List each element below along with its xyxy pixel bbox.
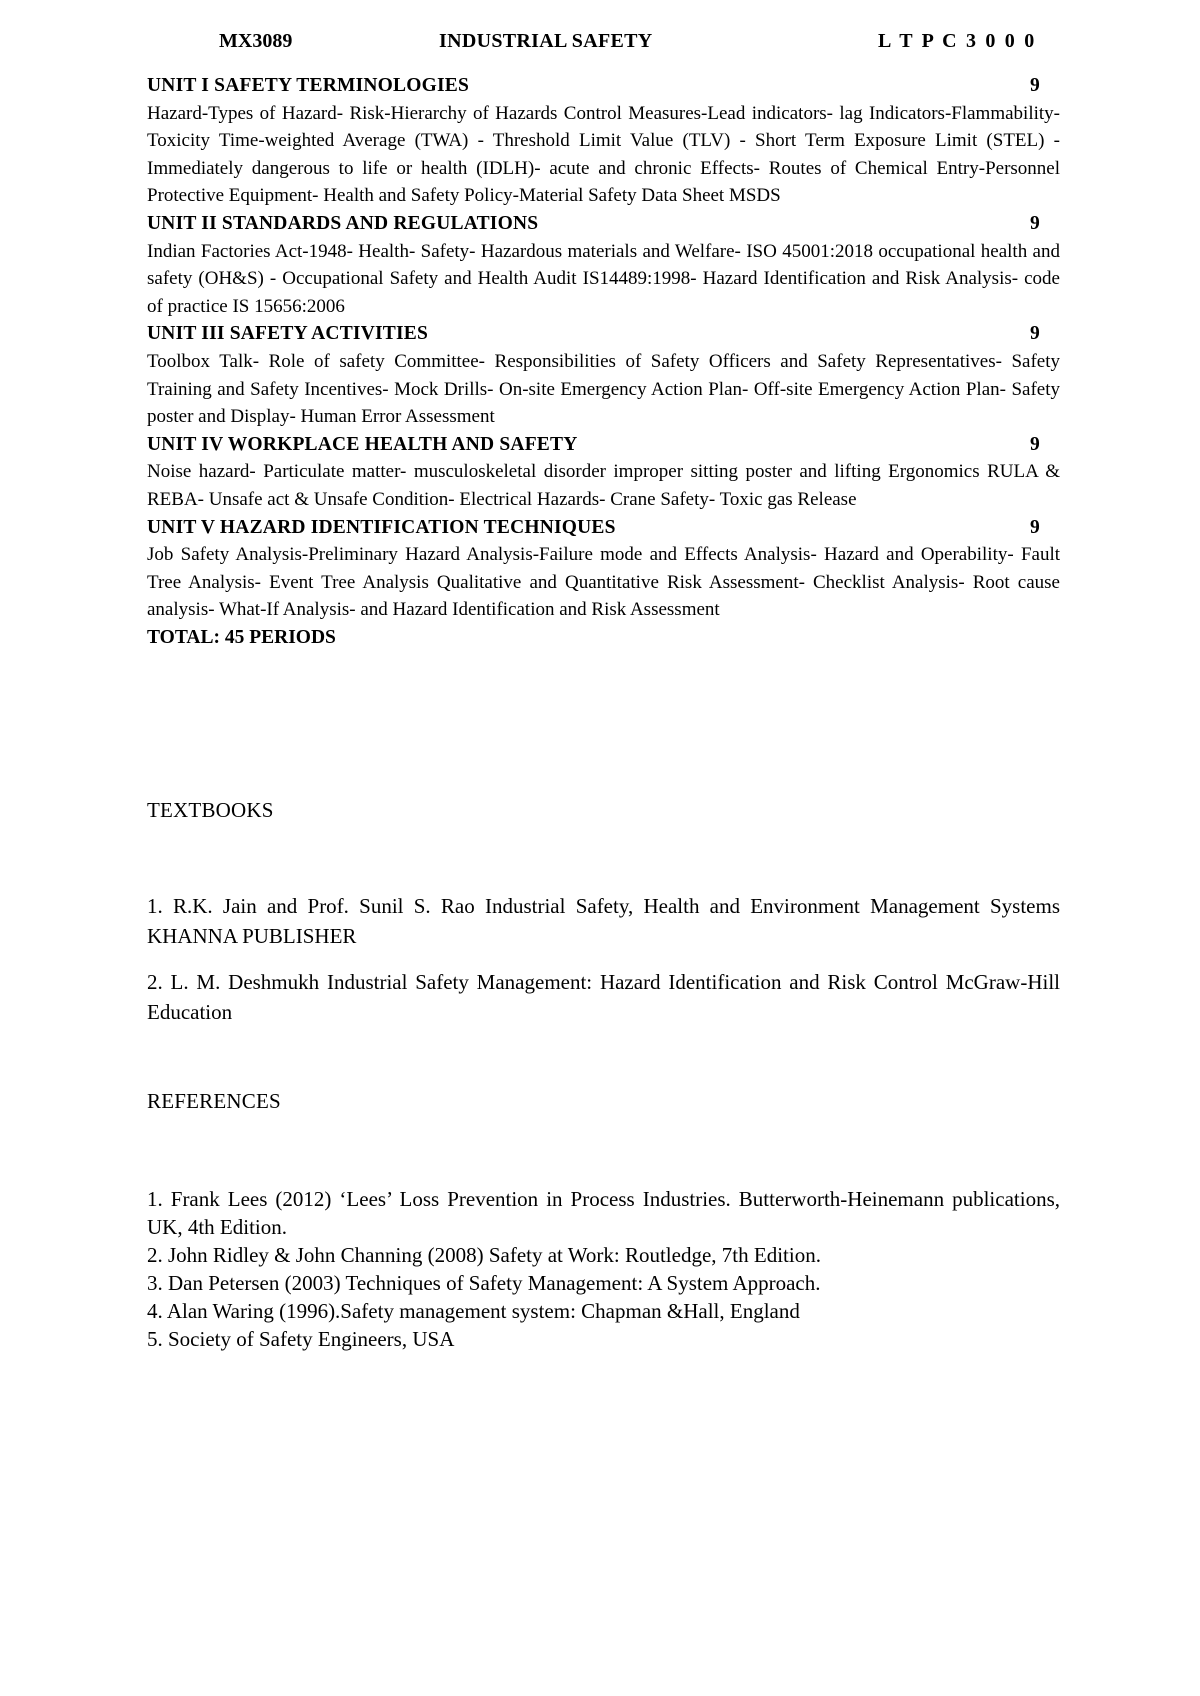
reference-item: 5. Society of Safety Engineers, USA: [147, 1327, 455, 1351]
total-periods: TOTAL: 45 PERIODS: [147, 626, 336, 648]
course-title: INDUSTRIAL SAFETY: [439, 30, 653, 52]
unit-heading-row: [147, 320, 1060, 348]
unit-5: [147, 514, 1060, 624]
unit-heading: UNIT IV WORKPLACE HEALTH AND SAFETY: [147, 433, 578, 455]
reference-item: 1. Frank Lees (2012) ‘Lees’ Loss Prevention in Process Industries. Butterworth-Heinemann publications, UK, 4th Edition.: [147, 1187, 1060, 1239]
unit-content: Noise hazard- Particulate matter- musculoskeletal disorder improper sitting poster and lifting Ergonomics RULA & REBA- Unsafe act & Unsafe Condition- Electrical Hazards- Crane Safety- Toxic gas Release: [147, 461, 1060, 510]
textbook-item: 1. R.K. Jain and Prof. Sunil S. Rao Industrial Safety, Health and Environment Management Systems KHANNA PUBLISHER: [147, 894, 1060, 948]
unit-heading: UNIT V HAZARD IDENTIFICATION TECHNIQUES: [147, 516, 616, 538]
course-header: [0, 30, 1200, 58]
unit-content: Toolbox Talk- Role of safety Committee- Responsibilities of Safety Officers and Safety Representatives- Safety Training and Safety Incentives- Mock Drills- On-site Emergency Action Plan- Off-site Emergency Action Plan- Safety poster and Display- Human Error Assessment: [147, 350, 1060, 428]
unit-hours: 9: [1030, 323, 1040, 345]
reference-item: 4. Alan Waring (1996).Safety management system: Chapman &Hall, England: [147, 1299, 800, 1323]
unit-hours: 9: [1030, 212, 1040, 234]
unit-content: Job Safety Analysis-Preliminary Hazard Analysis-Failure mode and Effects Analysis- Hazard and Operability- Fault Tree Analysis- Event Tree Analysis Qualitative and Quantitative Risk Assessment- Checklist Analysis- Root cause analysis- What-If Analysis- and Hazard Identification and Risk Assessment: [147, 544, 1060, 621]
reference-item: 3. Dan Petersen (2003) Techniques of Safety Management: A System Approach.: [147, 1271, 821, 1295]
unit-hours: 9: [1030, 433, 1040, 455]
unit-content: Hazard-Types of Hazard- Risk-Hierarchy of Hazards Control Measures-Lead indicators- lag Indicators-Flammability- Toxicity Time-weighted Average (TWA) - Threshold Limit Value (TLV) - Short Term Exposure Limit (STEL) - Immediately dangerous to life or health (IDLH)- acute and chronic Effects- Routes of Chemical Entry-Personnel Protective Equipment- Health and Safety Policy-Material Safety Data Sheet MSDS: [147, 102, 1060, 207]
unit-hours: 9: [1030, 75, 1040, 96]
unit-hours: 9: [1030, 516, 1040, 538]
unit-4: [147, 431, 1060, 514]
unit-heading-row: [147, 210, 1060, 238]
unit-content: Indian Factories Act-1948- Health- Safety- Hazardous materials and Welfare- ISO 45001:2018 occupational health and safety (OH&S) - Occupational Safety and Health Audit IS14489:1998- Hazard Identification and Risk Analysis- code of practice IS 15656:2006: [147, 240, 1060, 317]
syllabus-units: [147, 72, 1060, 651]
unit-heading-row: [147, 72, 1060, 100]
course-code: MX3089: [219, 30, 293, 52]
unit-heading: UNIT I SAFETY TERMINOLOGIES: [147, 75, 469, 96]
references-heading: REFERENCES: [147, 1089, 281, 1113]
unit-1: [147, 72, 1060, 210]
references-list: [147, 1185, 1060, 1353]
textbook-item: 2. L. M. Deshmukh Industrial Safety Management: Hazard Identification and Risk Control McGraw-Hill Education: [147, 970, 1060, 1024]
unit-heading: UNIT III SAFETY ACTIVITIES: [147, 323, 429, 345]
unit-2: [147, 210, 1060, 320]
textbooks-heading: TEXTBOOKS: [147, 798, 274, 822]
unit-heading-row: [147, 431, 1060, 459]
reference-item: 2. John Ridley & John Channing (2008) Safety at Work: Routledge, 7th Edition.: [147, 1243, 821, 1267]
unit-3: [147, 320, 1060, 430]
unit-heading-row: [147, 514, 1060, 542]
course-credits: L T P C 3 0 0 0: [878, 30, 1037, 52]
unit-heading: UNIT II STANDARDS AND REGULATIONS: [147, 212, 539, 234]
